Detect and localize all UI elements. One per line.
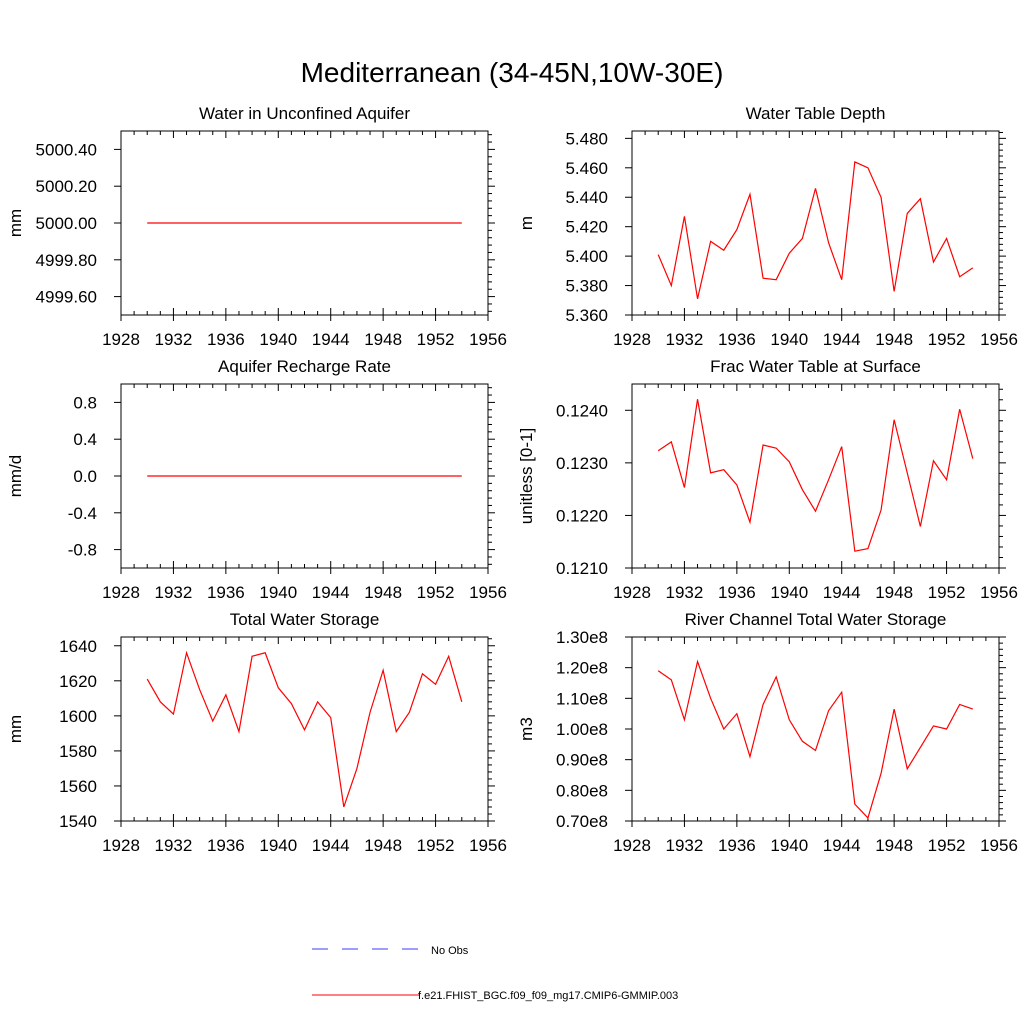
y-tick-label: 1560 (59, 776, 97, 796)
y-tick-label: 1600 (59, 706, 97, 726)
legend-obs-label: No Obs (431, 945, 469, 957)
panel-title: Total Water Storage (229, 610, 380, 629)
y-axis-label: mm/d (6, 454, 25, 498)
y-tick-label: 1540 (59, 812, 97, 831)
y-tick-label: 1.10e8 (556, 689, 608, 709)
x-tick-label: 1932 (154, 330, 193, 349)
panel-title: Water Table Depth (745, 104, 886, 123)
x-tick-label: 1944 (311, 330, 350, 349)
x-tick-label: 1940 (770, 583, 809, 602)
y-tick-label: 5.440 (565, 188, 608, 208)
panel-title: Frac Water Table at Surface (710, 357, 921, 376)
legend (312, 945, 678, 1002)
y-axis-label: m (517, 215, 536, 231)
x-tick-label: 1952 (416, 583, 455, 602)
y-tick-label: 5.360 (565, 306, 608, 325)
x-tick-label: 1936 (717, 583, 756, 602)
y-tick-label: 0.1220 (556, 506, 608, 526)
y-tick-label: 5.480 (565, 129, 608, 149)
y-tick-label: 0.1210 (556, 559, 608, 578)
panel-1 (6, 104, 507, 349)
y-tick-label: 0.90e8 (556, 750, 608, 770)
y-tick-label: 5000.40 (35, 140, 97, 160)
x-tick-label: 1956 (469, 330, 507, 349)
plot-frame (632, 131, 999, 315)
figure-title: Mediterranean (34-45N,10W-30E) (300, 57, 724, 88)
x-tick-label: 1928 (102, 583, 140, 602)
x-tick-label: 1948 (364, 583, 403, 602)
panel-6 (517, 610, 1018, 855)
x-tick-label: 1956 (980, 836, 1018, 855)
x-tick-label: 1944 (311, 583, 350, 602)
y-tick-label: 0.70e8 (556, 812, 608, 831)
x-tick-label: 1944 (311, 836, 350, 855)
x-tick-label: 1928 (102, 330, 140, 349)
series-line (658, 662, 973, 818)
x-tick-label: 1948 (875, 330, 914, 349)
panel-5 (6, 610, 507, 855)
panel-title: River Channel Total Water Storage (684, 610, 947, 629)
y-tick-label: 5.420 (565, 217, 608, 237)
x-tick-label: 1956 (980, 330, 1018, 349)
x-tick-label: 1928 (613, 330, 651, 349)
x-tick-label: 1940 (259, 330, 298, 349)
y-tick-label: 0.0 (73, 467, 97, 486)
panel-title: Aquifer Recharge Rate (218, 357, 391, 376)
x-tick-label: 1952 (927, 836, 966, 855)
x-tick-label: 1936 (206, 836, 245, 855)
panel-title: Water in Unconfined Aquifer (198, 104, 411, 123)
y-tick-label: 1.30e8 (556, 628, 608, 647)
legend-model-label: f.e21.FHIST_BGC.f09_f09_mg17.CMIP6-GMMIP.003 (418, 990, 679, 1002)
y-tick-label: 0.80e8 (556, 781, 608, 801)
panel-3 (6, 357, 507, 602)
y-tick-label: 4999.60 (35, 287, 97, 307)
y-tick-label: 1.00e8 (556, 720, 608, 739)
x-tick-label: 1948 (875, 583, 914, 602)
x-tick-label: 1932 (665, 583, 704, 602)
x-tick-label: 1956 (469, 836, 507, 855)
x-tick-label: 1956 (469, 583, 507, 602)
x-tick-label: 1944 (822, 330, 861, 349)
x-tick-label: 1928 (613, 836, 651, 855)
x-tick-label: 1940 (770, 330, 809, 349)
x-tick-label: 1936 (717, 836, 756, 855)
y-tick-label: 1640 (59, 636, 97, 656)
x-tick-label: 1948 (364, 330, 403, 349)
x-tick-label: 1936 (717, 330, 756, 349)
panel-4 (517, 357, 1018, 602)
y-axis-label: m3 (517, 717, 536, 741)
series-line (658, 399, 973, 551)
x-tick-label: 1932 (665, 330, 704, 349)
y-tick-label: 0.1240 (556, 401, 608, 421)
y-axis-label: mm (6, 208, 25, 238)
y-axis-label: unitless [0-1] (517, 427, 536, 525)
x-tick-label: 1952 (927, 330, 966, 349)
x-tick-label: 1948 (364, 836, 403, 855)
y-tick-label: 0.1230 (556, 453, 608, 473)
series-line (147, 653, 462, 807)
x-tick-label: 1940 (259, 836, 298, 855)
x-tick-label: 1932 (154, 583, 193, 602)
x-tick-label: 1956 (980, 583, 1018, 602)
y-tick-label: -0.8 (67, 540, 97, 560)
x-tick-label: 1944 (822, 836, 861, 855)
x-tick-label: 1936 (206, 583, 245, 602)
x-tick-label: 1952 (927, 583, 966, 602)
y-tick-label: 1.20e8 (556, 658, 608, 678)
y-tick-label: 1580 (59, 741, 97, 761)
y-tick-label: 4999.80 (35, 250, 97, 270)
x-tick-label: 1940 (259, 583, 298, 602)
y-tick-label: 5.460 (565, 158, 608, 178)
x-tick-label: 1928 (102, 836, 140, 855)
x-tick-label: 1948 (875, 836, 914, 855)
panels (6, 104, 1018, 855)
panel-2 (517, 104, 1018, 349)
y-tick-label: 0.8 (73, 393, 97, 413)
y-tick-label: 5.380 (565, 276, 608, 296)
x-tick-label: 1952 (416, 836, 455, 855)
y-tick-label: 1620 (59, 671, 97, 691)
y-axis-label: mm (6, 714, 25, 744)
y-tick-label: 5.400 (565, 247, 608, 267)
x-tick-label: 1932 (665, 836, 704, 855)
y-tick-label: 0.4 (73, 430, 97, 450)
x-tick-label: 1928 (613, 583, 651, 602)
x-tick-label: 1952 (416, 330, 455, 349)
y-tick-label: 5000.00 (35, 214, 97, 233)
y-tick-label: 5000.20 (35, 177, 97, 197)
y-tick-label: -0.4 (67, 503, 97, 523)
x-tick-label: 1944 (822, 583, 861, 602)
series-line (658, 162, 973, 299)
x-tick-label: 1936 (206, 330, 245, 349)
x-tick-label: 1932 (154, 836, 193, 855)
x-tick-label: 1940 (770, 836, 809, 855)
